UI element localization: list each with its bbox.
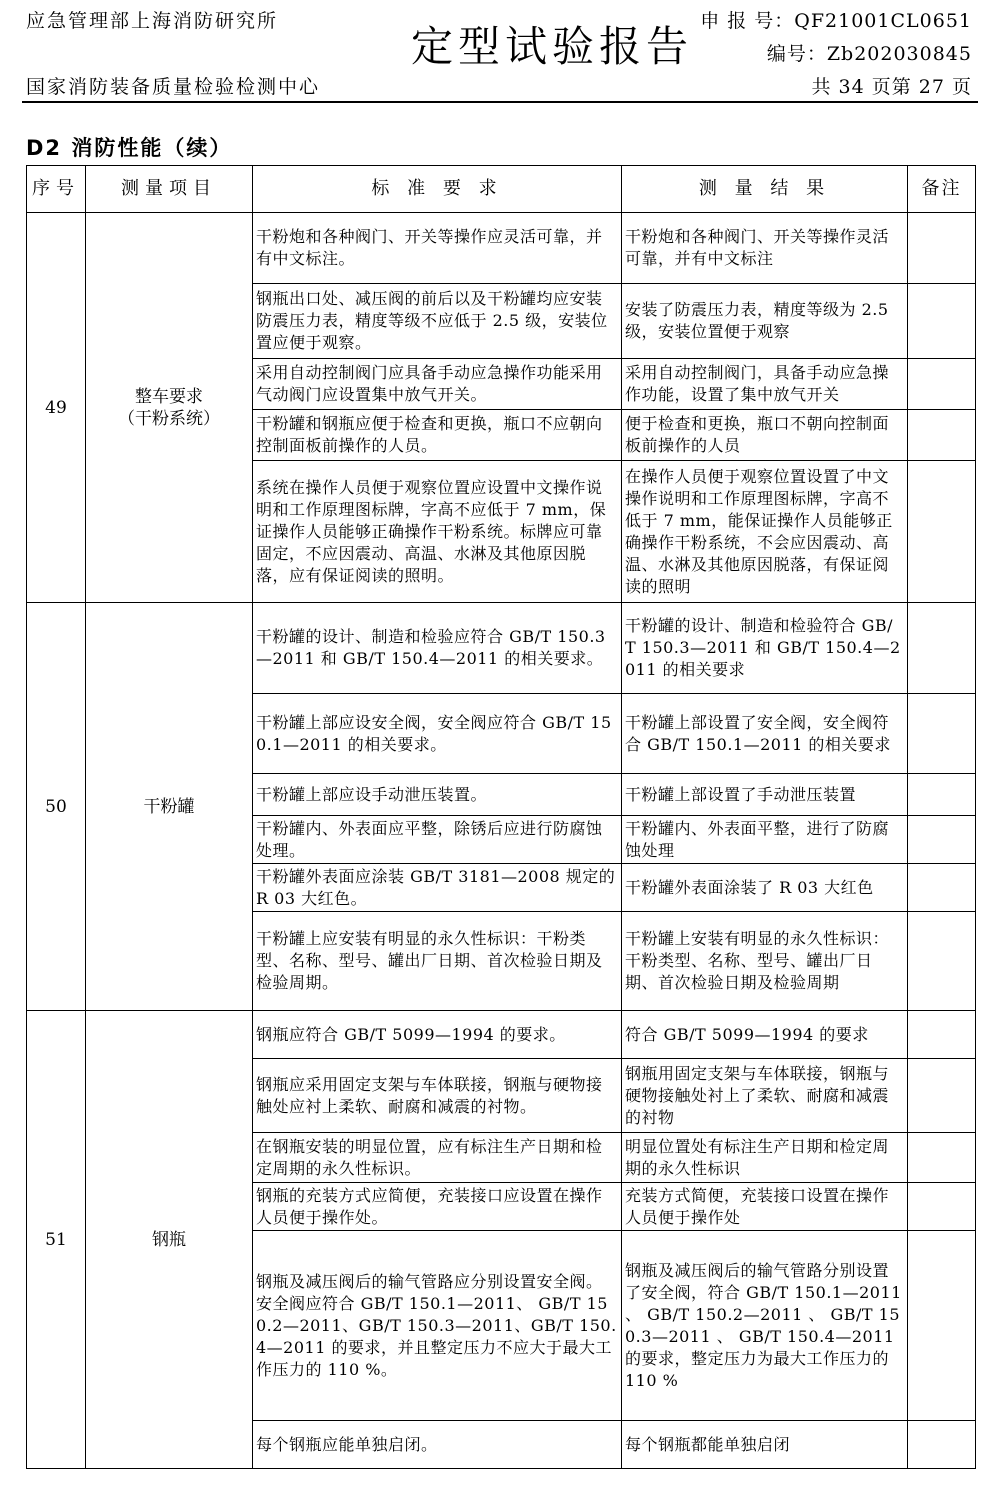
header-rule	[22, 101, 978, 103]
measure-item-cell: 干粉罐	[86, 603, 253, 1011]
result-cell: 干粉罐上部设置了安全阀，安全阀符合 GB/T 150.1—2011 的相关要求	[622, 694, 908, 774]
requirement-cell: 采用自动控制阀门应具备手动应急操作功能采用气动阀门应设置集中放气开关。	[253, 359, 622, 410]
org-name-bottom: 国家消防装备质量检验检测中心	[26, 76, 321, 98]
requirement-cell: 钢瓶应采用固定支架与车体联接，钢瓶与硬物接触处应衬上柔软、耐腐和减震的衬物。	[253, 1059, 622, 1133]
remark-cell	[908, 359, 976, 410]
requirement-cell: 每个钢瓶应能单独启闭。	[253, 1421, 622, 1469]
requirement-cell: 钢瓶应符合 GB/T 5099—1994 的要求。	[253, 1011, 622, 1059]
col-header-result: 测 量 结 果	[622, 166, 908, 213]
remark-cell	[908, 1011, 976, 1059]
result-cell: 干粉罐内、外表面平整，进行了防腐蚀处理	[622, 816, 908, 864]
remark-cell	[908, 603, 976, 694]
requirement-cell: 干粉罐和钢瓶应便于检查和更换，瓶口不应朝向控制面板前操作的人员。	[253, 410, 622, 461]
requirement-cell: 在钢瓶安装的明显位置，应有标注生产日期和检定周期的永久性标识。	[253, 1133, 622, 1183]
col-header-item: 测量项目	[86, 166, 253, 213]
col-header-no: 序号	[27, 166, 86, 213]
result-cell: 干粉炮和各种阀门、开关等操作灵活可靠，并有中文标注	[622, 213, 908, 284]
application-number: 申 报 号：QF21001CL0651	[700, 10, 972, 32]
org-name-top: 应急管理部上海消防研究所	[26, 10, 279, 32]
table-header-row	[27, 166, 976, 213]
remark-cell	[908, 410, 976, 461]
result-cell: 钢瓶用固定支架与车体联接，钢瓶与硬物接触处衬上了柔软、耐腐和减震的衬物	[622, 1059, 908, 1133]
table-row	[27, 1011, 976, 1059]
remark-cell	[908, 1183, 976, 1231]
result-cell: 明显位置处有标注生产日期和检定周期的永久性标识	[622, 1133, 908, 1183]
result-cell: 每个钢瓶都能单独启闭	[622, 1421, 908, 1469]
requirement-cell: 干粉罐上部应设安全阀，安全阀应符合 GB/T 150.1—2011 的相关要求。	[253, 694, 622, 774]
result-cell: 干粉罐外表面涂装了 R 03 大红色	[622, 864, 908, 912]
remark-cell	[908, 284, 976, 359]
serial-number: 编号：Zb202030845	[766, 43, 972, 65]
remark-cell	[908, 774, 976, 816]
result-cell: 充装方式简便，充装接口设置在操作人员便于操作处	[622, 1183, 908, 1231]
remark-cell	[908, 1059, 976, 1133]
requirement-cell: 干粉罐的设计、制造和检验应符合 GB/T 150.3—2011 和 GB/T 150.4—2011 的相关要求。	[253, 603, 622, 694]
result-cell: 在操作人员便于观察位置设置了中文操作说明和工作原理图标牌，字高不低于 7 mm，能保证操作人员能够正确操作干粉系统，不会应因震动、高温、水淋及其他原因脱落，有保证阅读的照明	[622, 461, 908, 603]
col-header-requirement: 标 准 要 求	[253, 166, 622, 213]
requirement-cell: 干粉罐上应安装有明显的永久性标识：干粉类型、名称、型号、罐出厂日期、首次检验日期及检验周期。	[253, 912, 622, 1011]
row-number-cell: 49	[27, 213, 86, 603]
table-body	[27, 213, 976, 1469]
measure-item-cell: 整车要求 （干粉系统）	[86, 213, 253, 603]
result-cell: 便于检查和更换，瓶口不朝向控制面板前操作的人员	[622, 410, 908, 461]
remark-cell	[908, 1231, 976, 1421]
result-cell: 干粉罐上安装有明显的永久性标识：干粉类型、名称、型号、罐出厂日期、首次检验日期及检验周期	[622, 912, 908, 1011]
remark-cell	[908, 694, 976, 774]
table-row	[27, 603, 976, 694]
table-row	[27, 213, 976, 284]
row-number-cell: 51	[27, 1011, 86, 1469]
requirement-cell: 钢瓶及减压阀后的输气管路应分别设置安全阀。安全阀应符合 GB/T 150.1—2011、 GB/T 150.2—2011、GB/T 150.3—2011、GB/T 150.4—2011 的要求，并且整定压力不应大于最大工作压力的 110 %。	[253, 1231, 622, 1421]
remark-cell	[908, 213, 976, 284]
requirement-cell: 钢瓶的充装方式应简便，充装接口应设置在操作人员便于操作处。	[253, 1183, 622, 1231]
requirement-cell: 系统在操作人员便于观察位置应设置中文操作说明和工作原理图标牌，字高不应低于 7 mm，保证操作人员能够正确操作干粉系统。标牌应可靠固定，不应因震动、高温、水淋及其他原因脱落，应有保证阅读的照明。	[253, 461, 622, 603]
page-info: 共 34 页第 27 页	[811, 76, 972, 98]
measure-item-cell: 钢瓶	[86, 1011, 253, 1469]
requirement-cell: 钢瓶出口处、减压阀的前后以及干粉罐均应安装防震压力表，精度等级不应低于 2.5 级，安装位置应便于观察。	[253, 284, 622, 359]
remark-cell	[908, 816, 976, 864]
remark-cell	[908, 1133, 976, 1183]
result-cell: 干粉罐的设计、制造和检验符合 GB/T 150.3—2011 和 GB/T 150.4—2011 的相关要求	[622, 603, 908, 694]
result-cell: 安装了防震压力表，精度等级为 2.5 级，安装位置便于观察	[622, 284, 908, 359]
result-cell: 符合 GB/T 5099—1994 的要求	[622, 1011, 908, 1059]
result-cell: 干粉罐上部设置了手动泄压装置	[622, 774, 908, 816]
requirement-cell: 干粉罐内、外表面应平整，除锈后应进行防腐蚀处理。	[253, 816, 622, 864]
remark-cell	[908, 1421, 976, 1469]
remark-cell	[908, 461, 976, 603]
section-title: D2 消防性能（续）	[26, 136, 233, 160]
col-header-remark: 备注	[908, 166, 976, 213]
result-cell: 钢瓶及减压阀后的输气管路分别设置了安全阀，符合 GB/T 150.1—2011 、 GB/T 150.2—2011 、 GB/T 150.3—2011 、 GB/T 150.4—2011 的要求，整定压力为最大工作压力的 110 %	[622, 1231, 908, 1421]
requirement-cell: 干粉罐上部应设手动泄压装置。	[253, 774, 622, 816]
requirement-cell: 干粉炮和各种阀门、开关等操作应灵活可靠，并有中文标注。	[253, 213, 622, 284]
result-cell: 采用自动控制阀门，具备手动应急操作功能，设置了集中放气开关	[622, 359, 908, 410]
remark-cell	[908, 912, 976, 1011]
test-results-table	[26, 165, 976, 1469]
requirement-cell: 干粉罐外表面应涂装 GB/T 3181—2008 规定的 R 03 大红色。	[253, 864, 622, 912]
report-title: 定型试验报告	[411, 22, 694, 71]
remark-cell	[908, 864, 976, 912]
row-number-cell: 50	[27, 603, 86, 1011]
